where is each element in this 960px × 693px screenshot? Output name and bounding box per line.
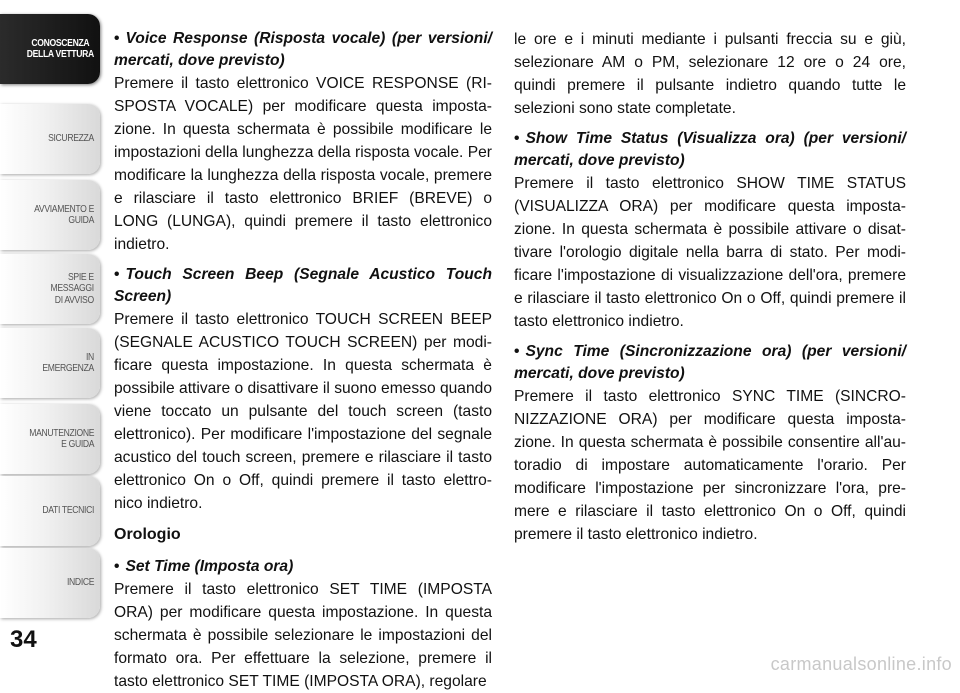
watermark: carmanualsonline.info <box>770 654 952 674</box>
paragraph-voice-response: Premere il tasto elettronico VOICE RESPONSE (RI-SPOSTA VOCALE) per modificare questa imposta-zione. In questa schermata è possibile modificare le impostazioni della lunghezza della risposta vocale. Per modificare la lunghezza della risposta vocale, premere e rilasciare il tasto elettronico BRIEF (BREVE) o LONG (LUNGA), quindi premere il tasto elettronico indietro. <box>114 75 492 253</box>
tab-label: DATI TECNICI <box>42 504 94 517</box>
left-column <box>114 28 492 693</box>
section-heading-set-time <box>114 556 492 578</box>
section-heading-sync-time <box>514 341 906 385</box>
bullet: • <box>514 343 520 360</box>
heading-text: Show Time Status (Visualizza ora) (per versioni/ mercati, dove previsto) <box>514 130 906 169</box>
heading-text: Set Time (Imposta ora) <box>125 558 294 575</box>
tab-sicurezza[interactable] <box>0 104 100 174</box>
tab-dati-tecnici[interactable] <box>0 476 100 546</box>
bullet: • <box>114 558 120 575</box>
paragraph-touch-screen-beep: Premere il tasto elettronico TOUCH SCREEN BEEP (SEGNALE ACUSTICO TOUCH SCREEN) per modi-ficare questa impostazione. In questa schermata è possibile attivare o disattivare il suono emesso quando viene toccato un pulsante del touch screen (tasto elettronico). Per modificare l'impostazione del segnale acustico del touch screen, premere e rilasciare il tasto elettronico On o Off, quindi premere il tasto elettro-nico indietro. <box>114 311 492 512</box>
heading-text: Voice Response (Risposta vocale) (per versioni/ mercati, dove previsto) <box>114 30 492 69</box>
section-heading-voice-response <box>114 28 492 72</box>
section-heading-show-time-status <box>514 128 906 172</box>
paragraph-set-time: Premere il tasto elettronico SET TIME (IMPOSTA ORA) per modificare questa impostazione. In questa schermata è possibile selezionare le impostazioni del formato ora. Per effettuare la selezione, premere il tasto elettronico SET TIME (IMPOSTA ORA), regolare <box>114 581 492 690</box>
tab-label: INDICE <box>66 576 94 589</box>
tab-label: IN EMERGENZA <box>42 350 94 374</box>
heading-text: Sync Time (Sincronizzazione ora) (per versioni/ mercati, dove previsto) <box>514 343 906 382</box>
tab-avviamento-e-guida[interactable] <box>0 180 100 250</box>
paragraph-sync-time: Premere il tasto elettronico SYNC TIME (SINCRO-NIZZAZIONE ORA) per modificare questa imposta-zione. In questa schermata è possibile consentire all'au-toradio di impostare automaticamente l'orario. Per modificare l'impostazione per sincronizzare l'ora, pre-mere e rilasciare il tasto elettronico On o Off, quindi premere il tasto elettronico indietro. <box>514 388 906 543</box>
heading-text: Touch Screen Beep (Segnale Acustico Touch Screen) <box>114 266 492 305</box>
section-title-orologio: Orologio <box>114 526 181 543</box>
bullet: • <box>514 130 520 147</box>
tab-label: SICUREZZA <box>48 132 94 145</box>
page-number: 34 <box>10 626 37 653</box>
right-column <box>514 28 906 546</box>
tab-spie-e-messaggi[interactable] <box>0 254 100 324</box>
tab-in-emergenza[interactable] <box>0 328 100 398</box>
bullet: • <box>114 266 120 283</box>
paragraph-show-time-status: Premere il tasto elettronico SHOW TIME STATUS (VISUALIZZA ORA) per modificare questa imposta-zione. In questa schermata è possibile attivare o disat-tivare l'orologio digitale nella barra di stato. Per modi-ficare l'impostazione di visualizzazione dell'ora, premere e rilasciare il tasto elettronico On o Off, quindi premere il tasto elettronico indietro. <box>514 175 906 330</box>
bullet: • <box>114 30 120 47</box>
tab-label: AVVIAMENTO E GUIDA <box>34 202 94 226</box>
tab-label: CONOSCENZA DELLA VETTURA <box>26 36 94 60</box>
tab-label: SPIE E MESSAGGI DI AVVISO <box>50 270 94 306</box>
tab-conoscenza-della-vettura[interactable] <box>0 14 100 84</box>
section-heading-touch-screen-beep <box>114 264 492 308</box>
tab-indice[interactable] <box>0 548 100 618</box>
tab-manutenzione[interactable] <box>0 404 100 474</box>
tab-label: MANUTENZIONE E GUIDA <box>29 426 94 450</box>
paragraph-set-time-continued: le ore e i minuti mediante i pulsanti freccia su e giù, selezionare AM o PM, selezionare 12 ore o 24 ore, quindi premere il pulsante indietro quando tutte le selezioni sono state completate. <box>514 31 906 117</box>
